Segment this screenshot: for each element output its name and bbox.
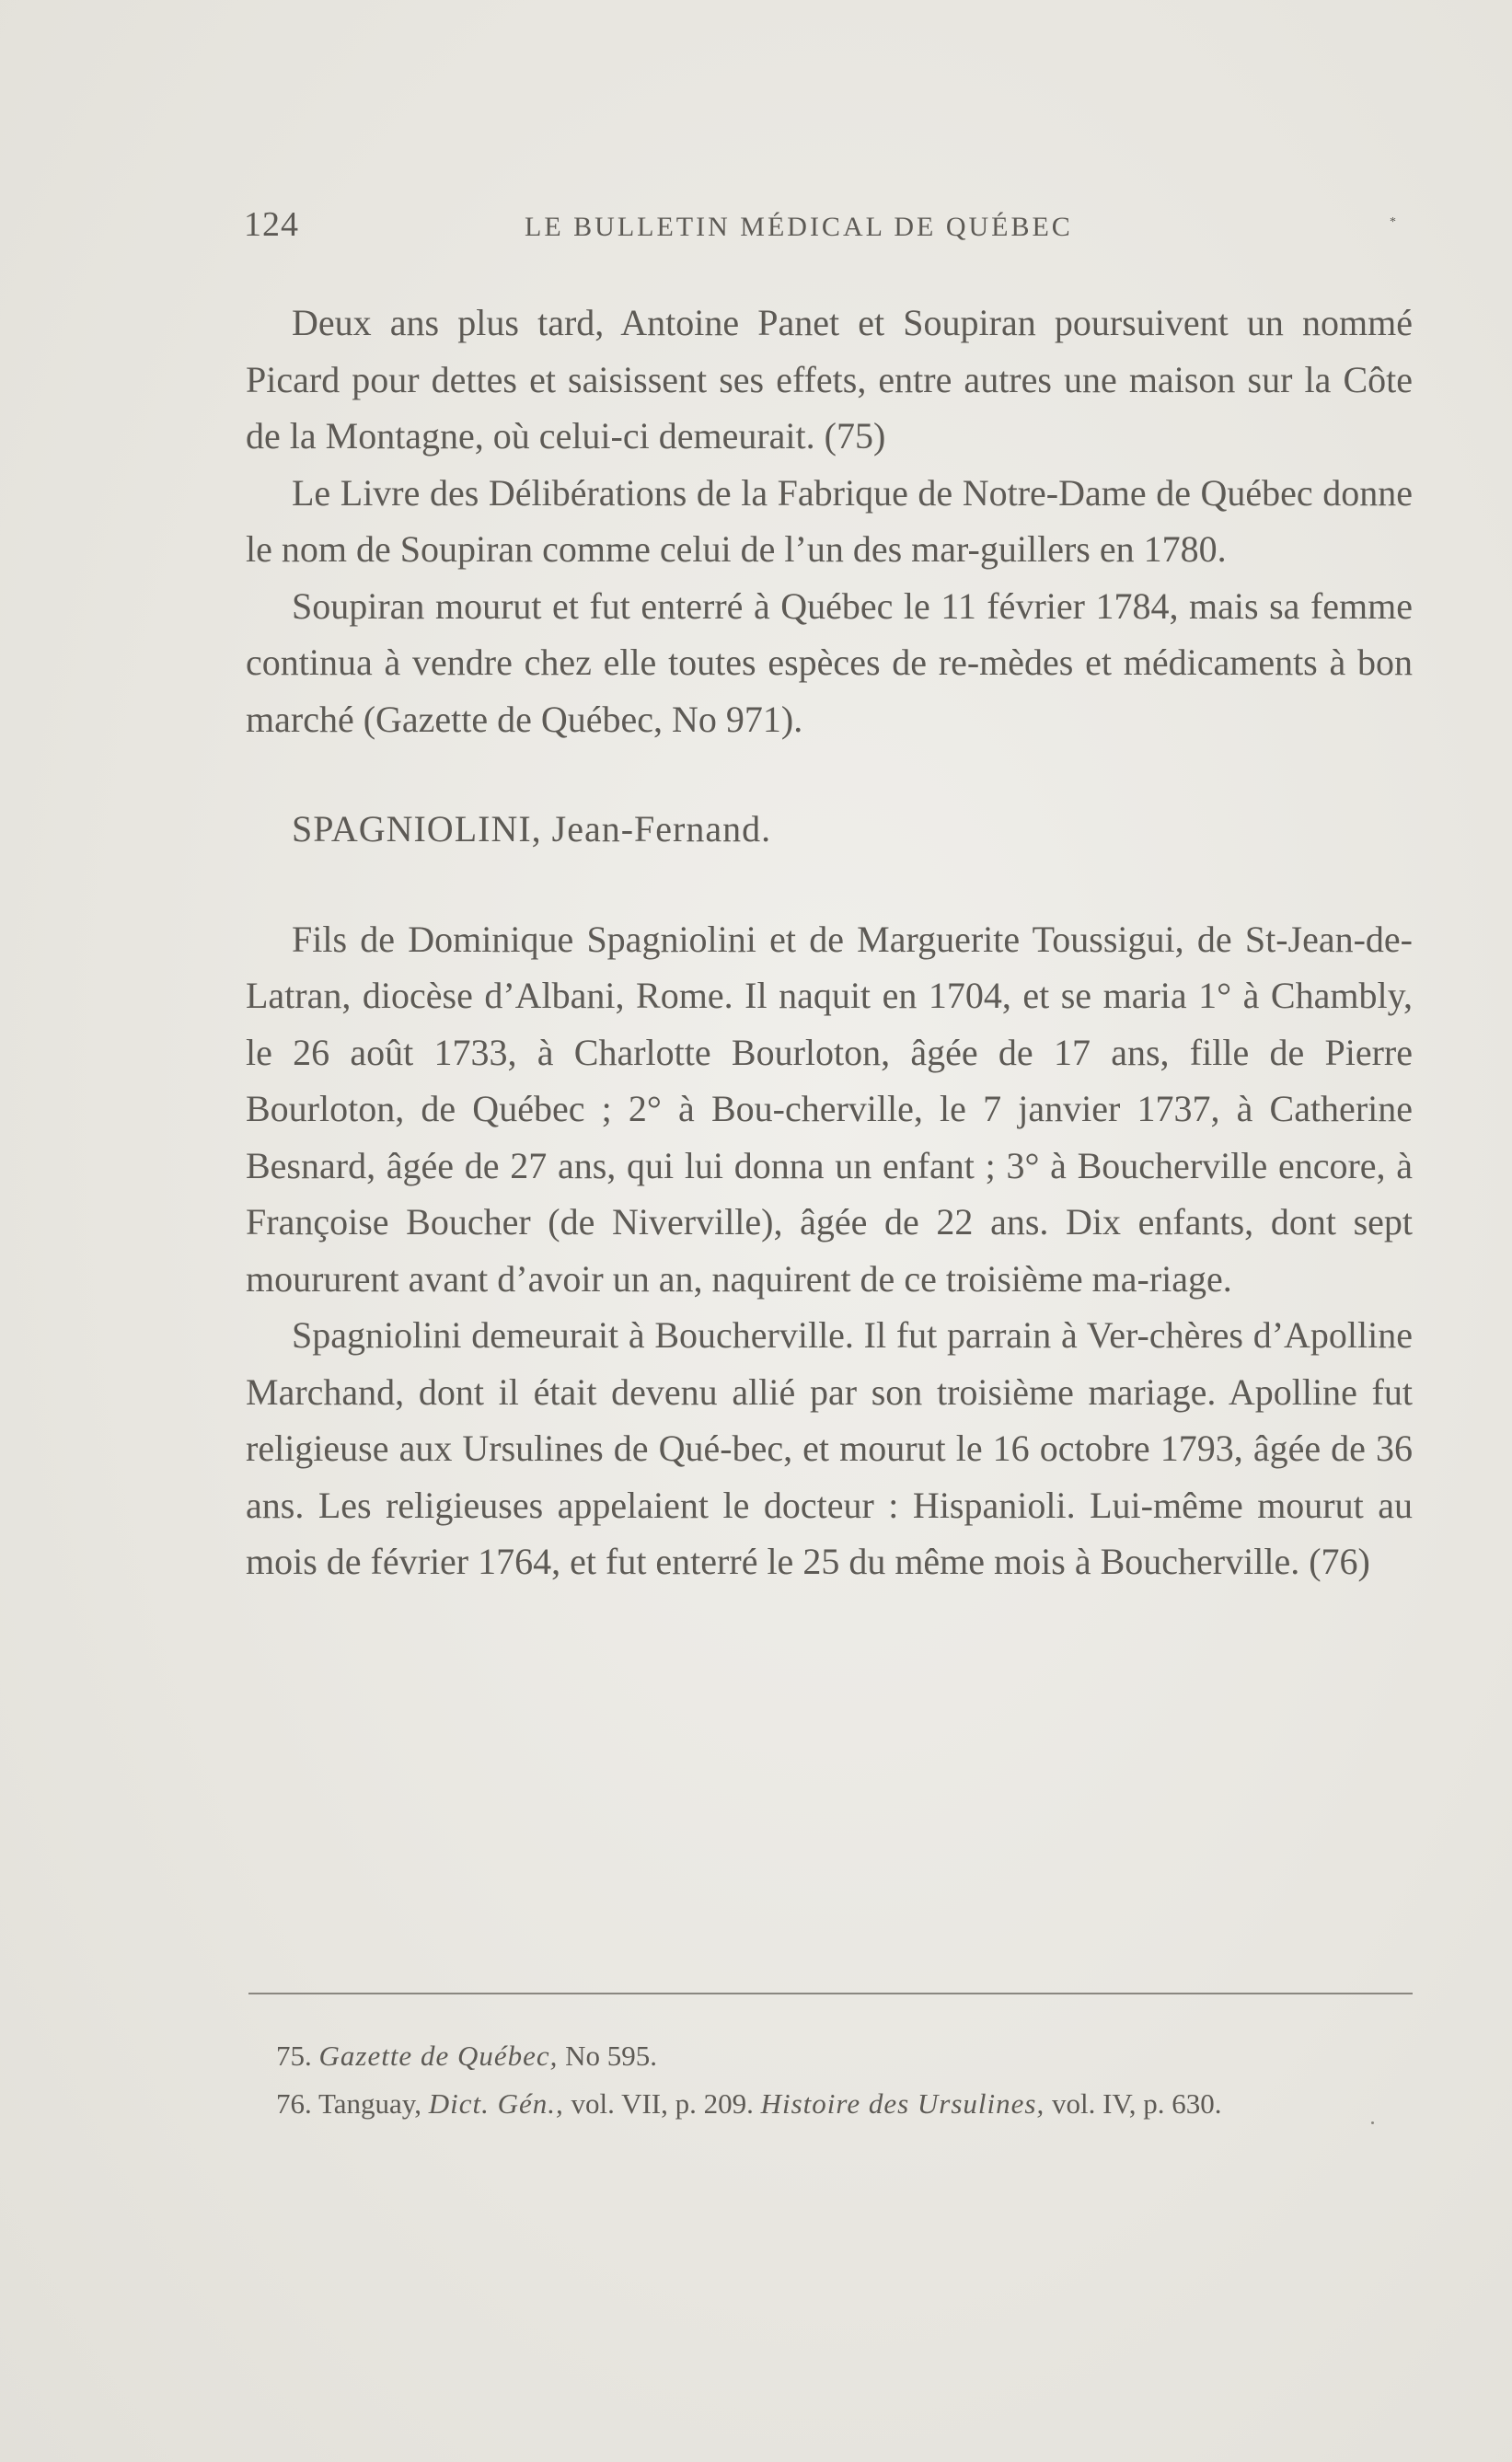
paragraph-panet-soupiran: Deux ans plus tard, Antoine Panet et Soupiran poursuivent un nommé Picard pour dettes et saisissent ses effets, entre autres une maison sur la Côte de la Montagne, où celui-ci demeurait. (75) [246, 302, 1413, 457]
paragraph-spagniolini-boucherville: Spagniolini demeurait à Boucherville. Il fut parrain à Ver-chères d’Apolline Marchand, dont il était devenu allié par son troisième mariage. Apolline fut religieuse aux Ursulines de Qué-bec, et mourut le 16 octobre 1793, âgée de 36 ans. Les religieuses appelaient le docteur : Hispanioli. Lui-même mourut au mois de février 1764, et fut enterré le 25 du même mois à Boucherville. (76) [246, 1314, 1413, 1582]
header-mark: * [1390, 215, 1396, 229]
running-title: LE BULLETIN MÉDICAL DE QUÉBEC [525, 212, 1073, 242]
body-text [246, 295, 1413, 1590]
page-number: 124 [244, 205, 299, 244]
footnotes [248, 2034, 1417, 2130]
footnote-work: Dict. Gén., [428, 2087, 564, 2120]
footnote-work-2: Histoire des Ursulines, [760, 2087, 1045, 2120]
ink-speck [1371, 2121, 1374, 2124]
footnote-number: 75. [276, 2040, 312, 2072]
entry-heading-spagniolini: SPAGNIOLINI, Jean-Fernand. [292, 808, 772, 850]
footnote-ref: vol. VII, p. 209. [571, 2087, 754, 2120]
footnote-number: 76. [276, 2087, 312, 2120]
paragraph-spagniolini-family: Fils de Dominique Spagniolini et de Marguerite Toussigui, de St-Jean-de-Latran, diocèse d’Albani, Rome. Il naquit en 1704, et se maria 1° à Chambly, le 26 août 1733, à Charlotte Bourloton, âgée de 17 ans, fille de Pierre Bourloton, de Québec ; 2° à Bou-cherville, le 7 janvier 1737, à Catherine Besnard, âgée de 27 ans, qui lui donna un enfant ; 3° à Boucherville encore, à Françoise Boucher (de Niverville), âgée de 22 ans. Dix enfants, dont sept moururent avant d’avoir un an, naquirent de ce troisième ma-riage. [246, 918, 1413, 1300]
footnote-author: Tanguay, [317, 2087, 421, 2120]
footnote-75 [248, 2034, 1417, 2078]
paragraph-livre-deliberations: Le Livre des Délibérations de la Fabrique de Notre-Dame de Québec donne le nom de Soupiran comme celui de l’un des mar-guillers en 1780. [246, 471, 1413, 570]
footnote-ref-2: vol. IV, p. 630. [1051, 2087, 1222, 2120]
footnote-ref: No 595. [565, 2040, 658, 2072]
page-header [244, 204, 1422, 250]
footnote-rule [248, 1993, 1413, 1994]
paragraph-soupiran-death: Soupiran mourut et fut enterré à Québec le 11 février 1784, mais sa femme continua à vendre chez elle toutes espèces de re-mèdes et médicaments à bon marché (Gazette de Québec, No 971). [246, 584, 1413, 740]
footnote-76 [248, 2082, 1417, 2126]
footnote-source: Gazette de Québec, [318, 2040, 559, 2072]
